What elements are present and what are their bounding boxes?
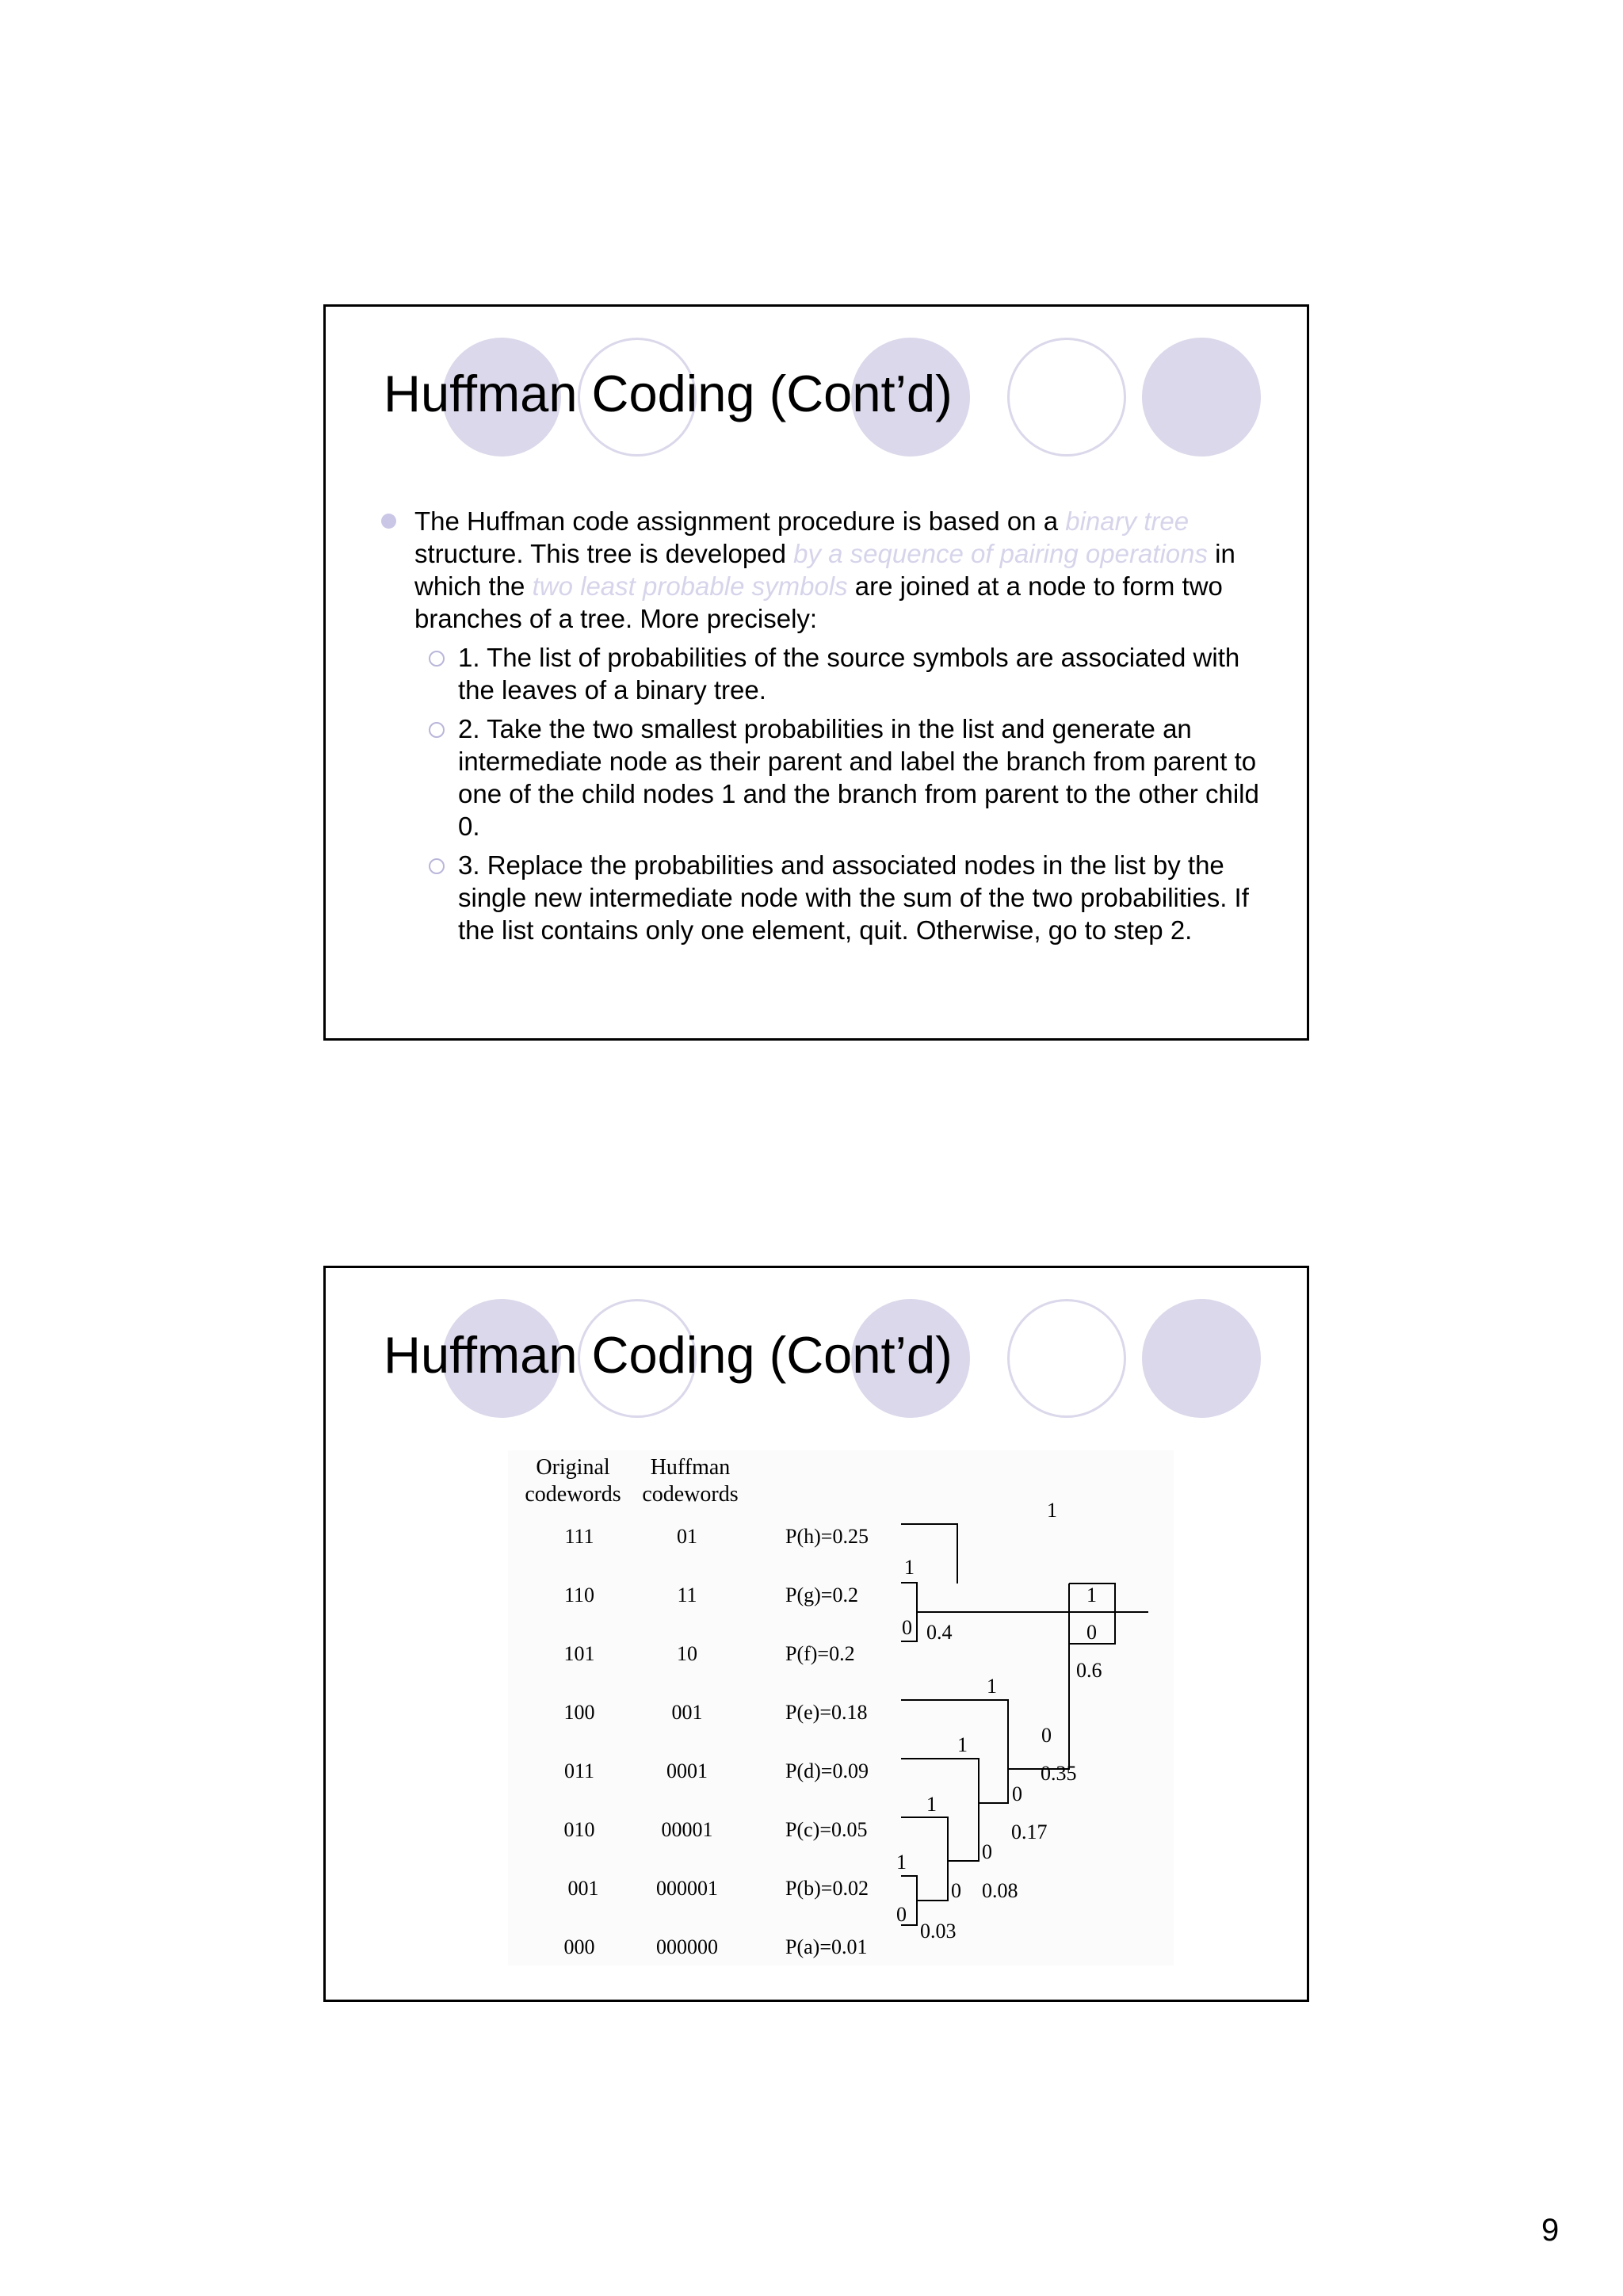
branch-b	[901, 1876, 917, 1901]
branch-label-1: 1	[957, 1733, 968, 1756]
step-text: 2. Take the two smallest probabilities in the list and generate an intermediate node as their parent and label the branch from parent to one of the child nodes 1 and the branch from parent to the other child 0.	[458, 714, 1259, 841]
decor-circle	[1007, 1299, 1126, 1418]
branch-003	[917, 1861, 948, 1901]
branch-label-0: 0	[902, 1616, 912, 1639]
branch-label-1: 1	[896, 1851, 907, 1874]
branch-g	[901, 1583, 917, 1612]
sub-bullet-item	[458, 712, 1274, 842]
branch-c	[901, 1817, 948, 1861]
huffman-codeword: 000000	[656, 1935, 718, 1958]
sub-bullet-item	[458, 641, 1274, 706]
decor-circle	[1142, 1299, 1261, 1418]
branch-label-0: 0	[896, 1903, 907, 1926]
branch-label-1: 1	[926, 1793, 937, 1816]
bullet-ring-icon	[429, 651, 445, 667]
branch-label-0: 0	[1041, 1724, 1052, 1747]
original-codeword: 101	[563, 1642, 595, 1665]
page-number: 9	[1541, 2213, 1560, 2248]
bullet-text: are joined at a node to form two branches of a tree. More precisely:	[414, 571, 1223, 633]
probability-label: P(d)=0.09	[785, 1759, 869, 1782]
highlight-text: two least probable symbols	[532, 571, 848, 601]
node-label-0.08: 0.08	[982, 1879, 1018, 1902]
header-huffman: codewords	[642, 1482, 739, 1507]
huffman-codeword: 0001	[666, 1759, 708, 1782]
header-huffman: Huffman	[650, 1455, 731, 1480]
bullet-ring-icon	[429, 858, 445, 874]
node-label-0.35: 0.35	[1041, 1762, 1077, 1785]
slide-title: Huffman Coding (Cont’d)	[384, 1326, 953, 1384]
branch-label-0: 0	[951, 1879, 961, 1902]
branch-label-1: 1	[1047, 1499, 1057, 1522]
original-codeword: 010	[563, 1818, 595, 1841]
slide-1	[323, 304, 1309, 1041]
bullet-text: in which the	[414, 539, 1235, 601]
decor-circle	[1007, 338, 1126, 457]
highlight-text: binary tree	[1065, 506, 1190, 536]
probability-label: P(b)=0.02	[785, 1877, 869, 1900]
slide-2	[323, 1266, 1309, 2002]
bullet-ring-icon	[429, 722, 445, 738]
branch-label-0: 0	[1086, 1621, 1097, 1644]
huffman-codeword: 000001	[656, 1877, 718, 1900]
probability-label: P(e)=0.18	[785, 1701, 868, 1724]
probability-label: P(a)=0.01	[785, 1935, 868, 1958]
huffman-tree-diagram	[508, 1450, 1174, 1966]
highlight-text: by a sequence of pairing operations	[793, 539, 1209, 568]
bullet-text: The Huffman code assignment procedure is based on a	[414, 506, 1066, 536]
step-text: 1. The list of probabilities of the source symbols are associated with the leaves of a binary tree.	[458, 643, 1240, 705]
codeword-rows	[564, 1525, 869, 1958]
node-label-0.17: 0.17	[1011, 1820, 1048, 1843]
huffman-codeword: 11	[677, 1584, 697, 1606]
original-codeword: 100	[563, 1701, 595, 1724]
branch-label-1: 1	[904, 1556, 915, 1579]
original-codeword: 001	[567, 1877, 599, 1900]
node-label-0.03: 0.03	[920, 1920, 957, 1943]
bullet-item	[414, 505, 1274, 635]
node-label-0.6: 0.6	[1076, 1659, 1102, 1682]
bullet-dot-icon	[381, 514, 396, 529]
branch-label-1: 1	[987, 1675, 997, 1698]
branch-label-0: 0	[1012, 1782, 1022, 1805]
sub-bullet-item	[458, 849, 1274, 946]
huffman-codeword: 10	[677, 1642, 697, 1665]
probability-label: P(f)=0.2	[785, 1642, 855, 1665]
branch-label-0: 0	[982, 1840, 992, 1863]
original-codeword: 000	[563, 1935, 595, 1958]
branch-017	[979, 1769, 1008, 1803]
huffman-codeword: 001	[671, 1701, 703, 1724]
branch-d	[901, 1759, 979, 1803]
huffman-codeword: 01	[677, 1525, 697, 1548]
branch-label-1: 1	[1086, 1584, 1097, 1606]
slide-title: Huffman Coding (Cont’d)	[384, 365, 953, 422]
original-codeword: 011	[563, 1759, 595, 1782]
original-codeword: 110	[563, 1584, 595, 1606]
tree-branches	[901, 1524, 1148, 1925]
huffman-tree-figure	[508, 1450, 1174, 1966]
probability-label: P(g)=0.2	[785, 1584, 858, 1606]
branch-008	[948, 1803, 979, 1861]
header-original: Original	[536, 1455, 610, 1480]
bullet-text: structure. This tree is developed	[414, 539, 794, 568]
probability-label: P(c)=0.05	[785, 1818, 868, 1841]
tree-labels	[896, 1499, 1102, 1943]
huffman-codeword: 00001	[661, 1818, 713, 1841]
header-original: codewords	[525, 1482, 621, 1507]
decor-circle	[1142, 338, 1261, 457]
node-label-0.4: 0.4	[926, 1621, 953, 1644]
step-text: 3. Replace the probabilities and associated nodes in the list by the single new intermediate node with the sum of the two probabilities. If the list contains only one element, quit. Otherwise, go to step 2.	[458, 850, 1249, 945]
bullet-list	[414, 505, 1274, 946]
original-codeword: 111	[564, 1525, 594, 1548]
probability-label: P(h)=0.25	[785, 1525, 869, 1548]
